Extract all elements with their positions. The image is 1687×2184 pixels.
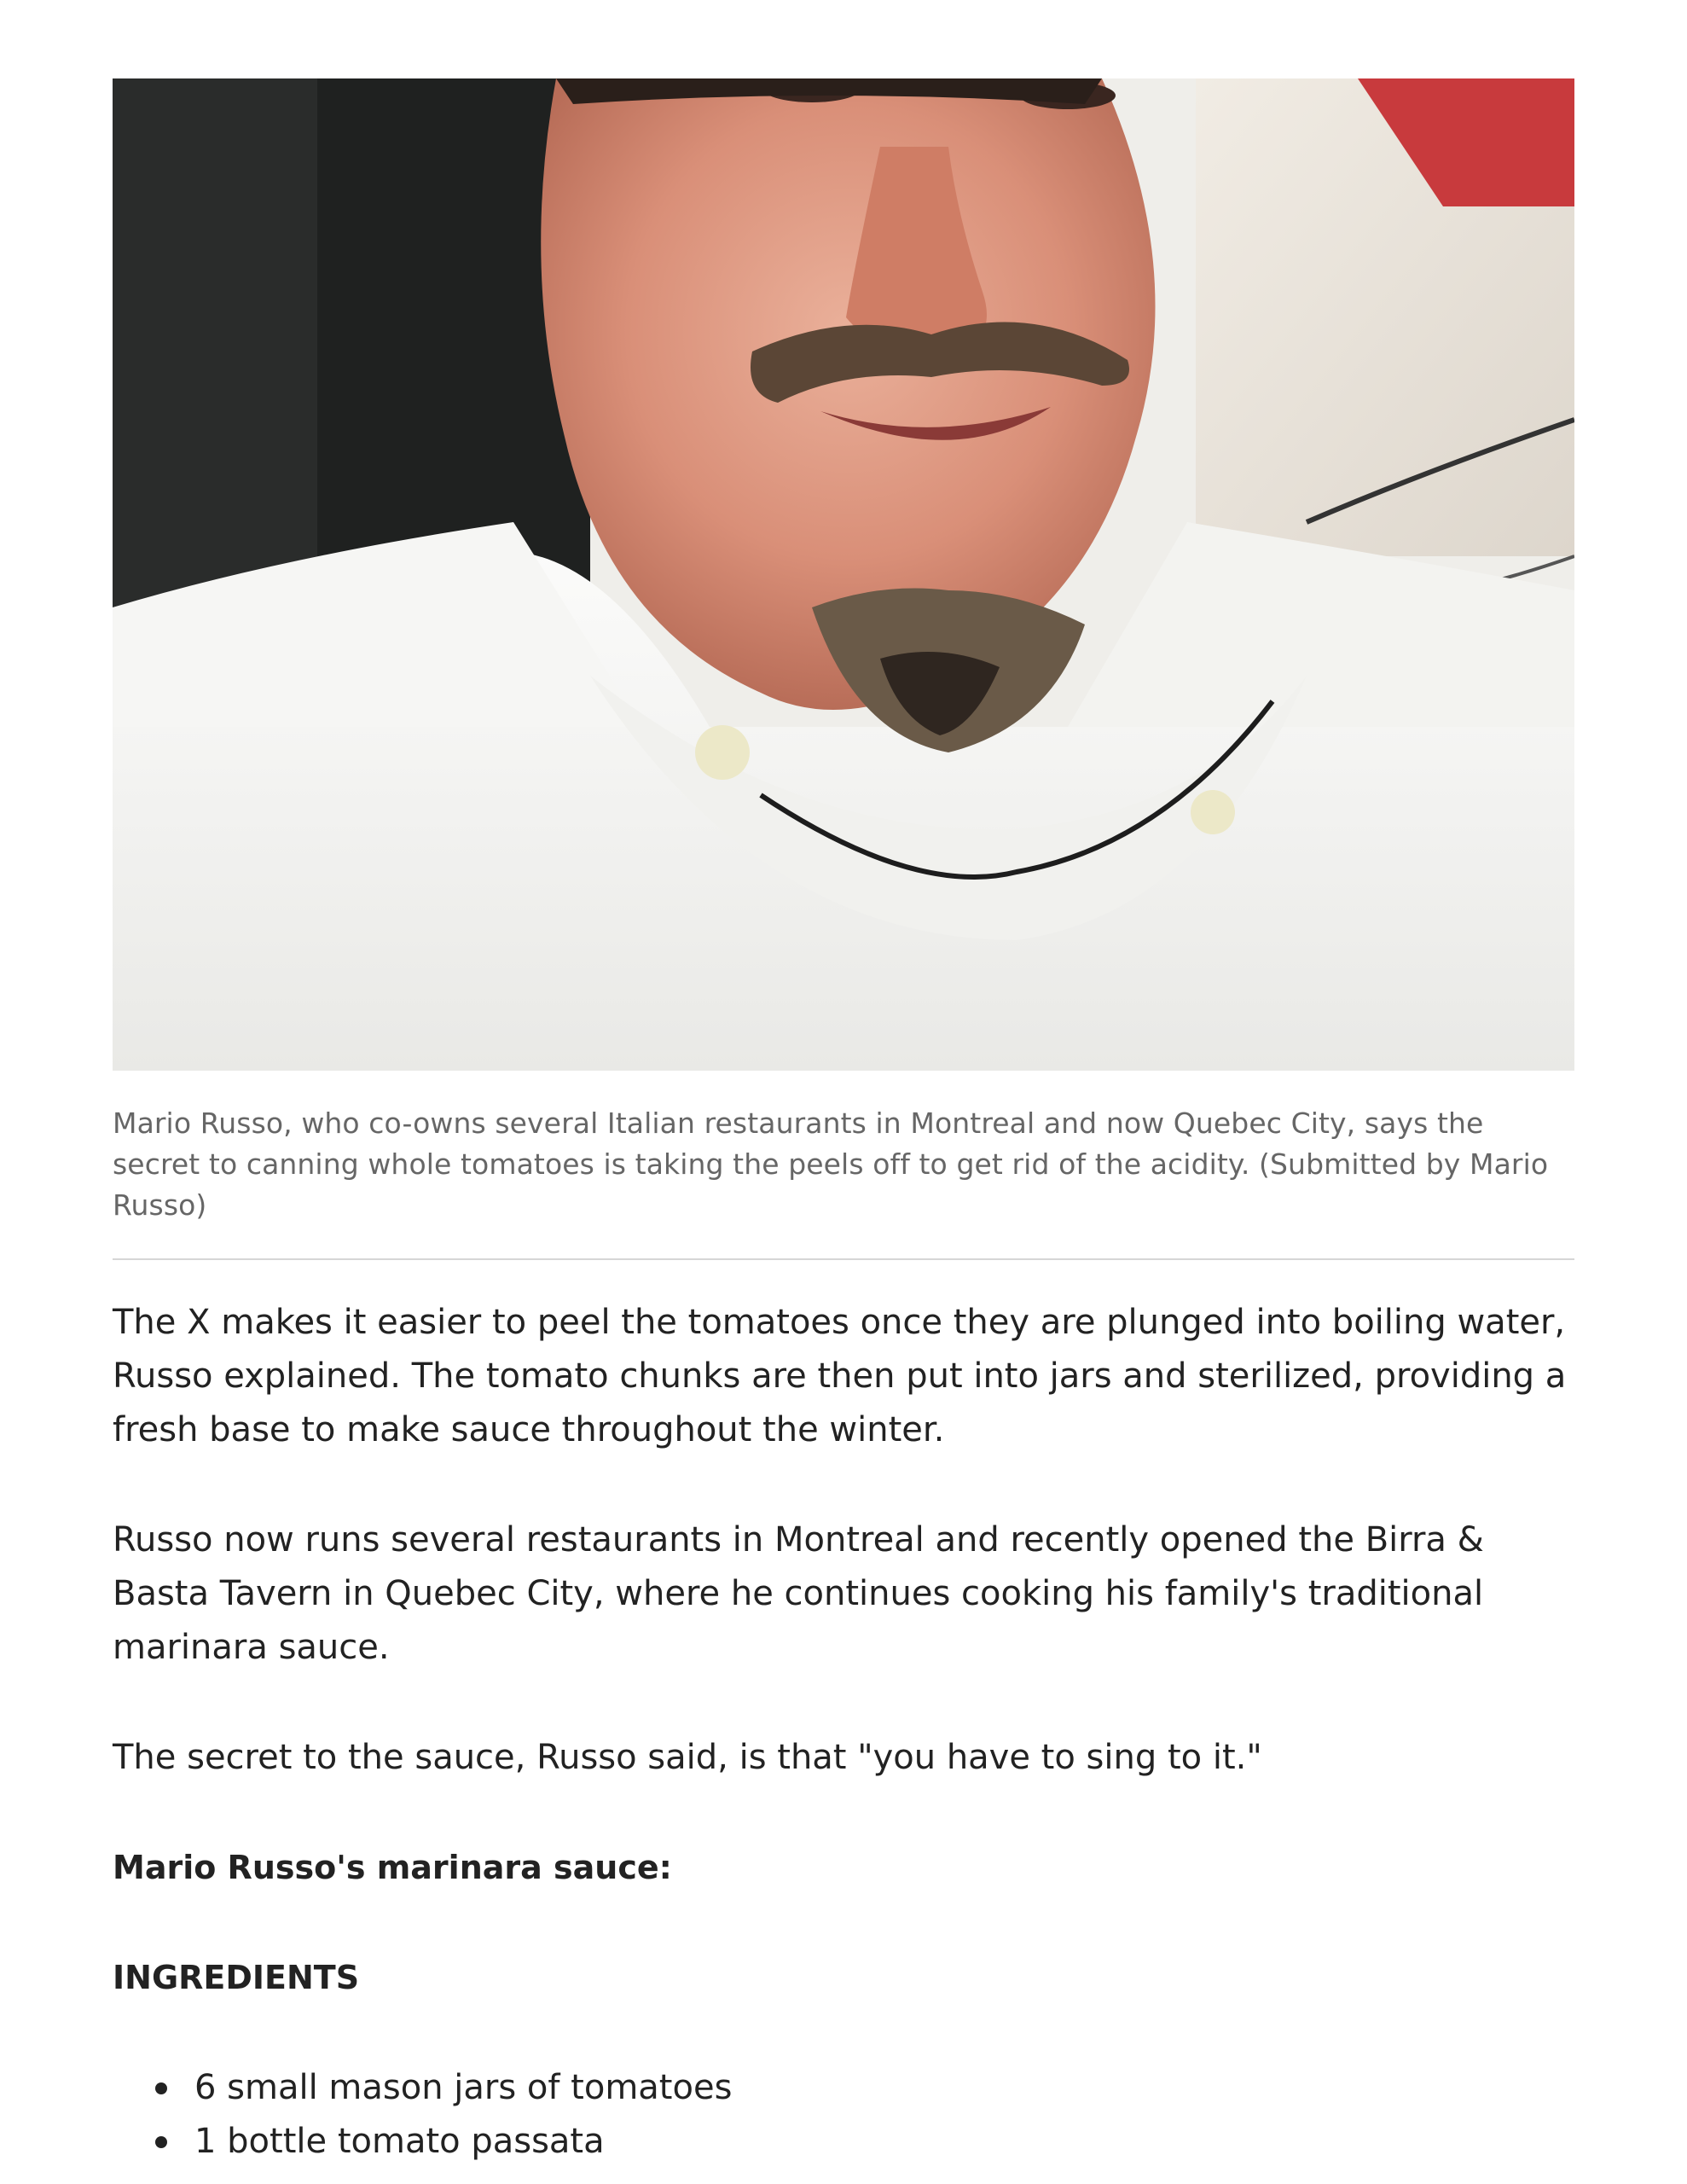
ingredient-text: 6 small mason jars of tomatoes xyxy=(194,2068,733,2107)
paragraph-secret: The secret to the sauce, Russo said, is that "you have to sing to it." xyxy=(113,1738,1262,1777)
bullet-icon xyxy=(155,2082,167,2094)
list-item xyxy=(155,2061,1574,2115)
paragraph-restaurants: Russo now runs several restaurants in Montreal and recently opened the Birra & Basta Tavern in Quebec City, where he continues cooking his family's traditional marinara sauce. xyxy=(113,1520,1484,1667)
chef-portrait-image xyxy=(113,78,1574,1071)
paragraph-peeling: The X makes it easier to peel the tomatoes once they are plunged into boiling water, Russo explained. The tomato chunks are then put into jars and sterilized, providing a fresh base to make sauce throughout the winter. xyxy=(113,1303,1567,1449)
list-item xyxy=(155,2115,1574,2169)
caption-divider xyxy=(113,1258,1574,1260)
ingredients-list xyxy=(113,2061,1574,2169)
ingredient-text: 1 bottle tomato passata xyxy=(194,2122,605,2161)
recipe-title: Mario Russo's marinara sauce: xyxy=(113,1849,672,1886)
bullet-icon xyxy=(155,2136,167,2148)
photo-caption: Mario Russo, who co-owns several Italian restaurants in Montreal and now Quebec City, says the secret to canning whole tomatoes is taking the peels off to get rid of the acidity. (Submitted by Mario Russo) xyxy=(113,1107,1549,1222)
article xyxy=(113,78,1574,2169)
chef-photo xyxy=(113,78,1574,1071)
ingredients-heading: INGREDIENTS xyxy=(113,1959,360,1996)
